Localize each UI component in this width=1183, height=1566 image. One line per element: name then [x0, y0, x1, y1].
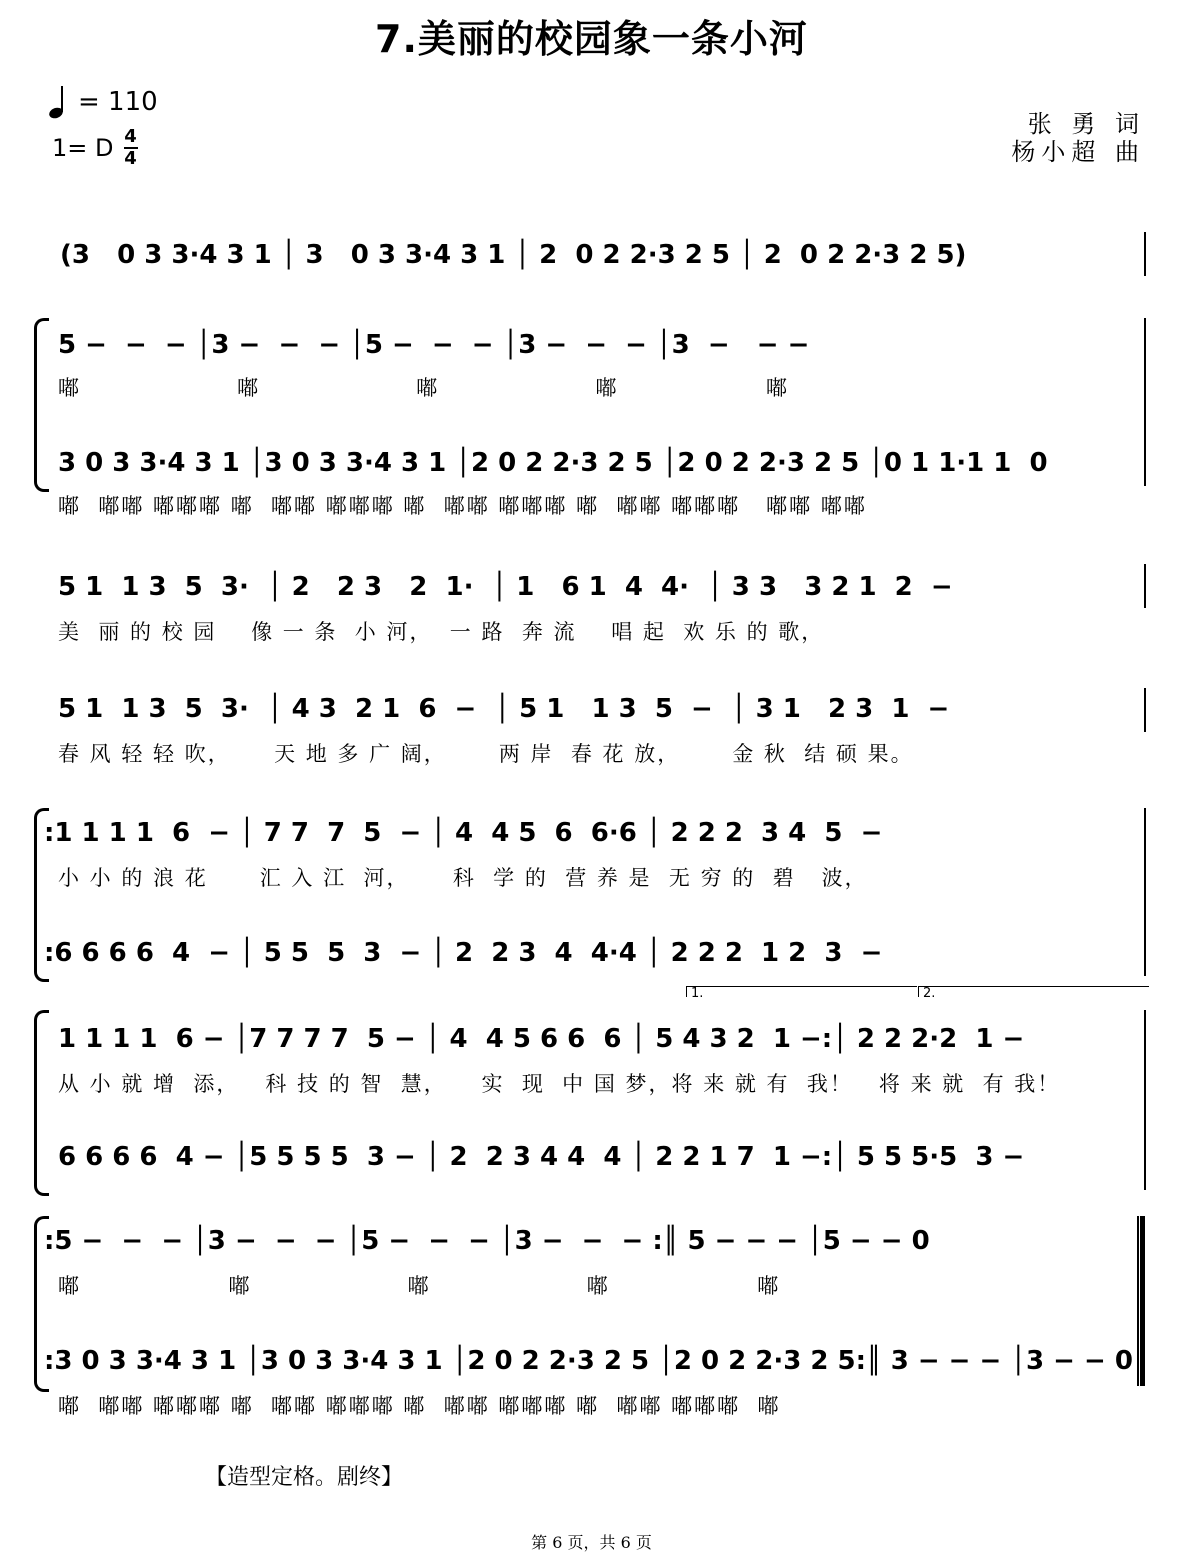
final-barline	[1137, 1216, 1145, 1386]
lyricist-credit: 张 勇 词	[1027, 110, 1145, 138]
system3-notes: 5 1 1 3 5 3· │ 4 3 2 1 6 − │ 5 1 1 3 5 − │ 3 1 2 3 1 −	[58, 694, 950, 724]
system6-upper-lyrics: 嘟 嘟 嘟 嘟 嘟	[58, 1274, 781, 1298]
system4-upper-notes: :1 1 1 1 6 − │ 7 7 7 5 − │ 4 4 5 6 6·6 │ 2 2 2 3 4 5 −	[44, 818, 883, 848]
tempo-marking	[48, 84, 158, 120]
system5-upper-notes: 1 1 1 1 6 − │7 7 7 7 5 − │ 4 4 5 6 6 6 │ 5 4 3 2 1 −:│ 2 2 2·2 1 −	[58, 1024, 1025, 1054]
barline	[1144, 232, 1146, 276]
system2-notes: 5 1 1 3 5 3· │ 2 2 3 2 1· │ 1 6 1 4 4· │ 3 3 3 2 1 2 −	[58, 572, 953, 602]
system2-lyrics: 美 丽 的 校 园 像 一 条 小 河， 一 路 奔 流 唱 起 欢 乐 的 歌，	[58, 620, 825, 644]
barline	[1144, 1010, 1146, 1190]
volta-first-ending: 1.	[686, 986, 917, 997]
time-signature-top: 4	[124, 126, 137, 147]
system5-upper-lyrics: 从 小 就 增 添， 科 技 的 智 慧， 实 现 中 国 梦，将 来 就 有 我！ 将 来 就 有 我！	[58, 1072, 1061, 1096]
time-signature	[124, 128, 138, 168]
system1-upper-notes: 5 − − − │3 − − − │5 − − − │3 − − − │3 − − −	[58, 330, 810, 360]
volta-second-ending: 2.	[918, 986, 1149, 997]
system6-lower-notes: :3 0 3 3·4 3 1 │3 0 3 3·4 3 1 │2 0 2 2·3 2 5 │2 0 2 2·3 2 5:║ 3 − − − │3 − − 0	[44, 1346, 1133, 1376]
system6-lower-lyrics: 嘟 嘟嘟 嘟嘟嘟 嘟 嘟嘟 嘟嘟嘟 嘟 嘟嘟 嘟嘟嘟 嘟 嘟嘟 嘟嘟嘟 嘟	[58, 1394, 781, 1418]
intro-notes: (3 0 3 3·4 3 1 │ 3 0 3 3·4 3 1 │ 2 0 2 2·3 2 5 │ 2 0 2 2·3 2 5)	[60, 240, 967, 270]
tempo-value: = 110	[78, 87, 158, 117]
system3-lyrics: 春 风 轻 轻 吹， 天 地 多 广 阔， 两 岸 春 花 放， 金 秋 结 硕 果。	[58, 742, 914, 766]
system6-upper-notes: :5 − − − │3 − − − │5 − − − │3 − − − :║ 5 − − − │5 − − 0	[44, 1226, 930, 1256]
barline	[1144, 318, 1146, 486]
system1-lower-lyrics: 嘟 嘟嘟 嘟嘟嘟 嘟 嘟嘟 嘟嘟嘟 嘟 嘟嘟 嘟嘟嘟 嘟 嘟嘟 嘟嘟嘟 嘟嘟 嘟嘟	[58, 494, 867, 518]
system4-upper-lyrics: 小 小 的 浪 花 汇 入 江 河， 科 学 的 营 养 是 无 穷 的 碧 波，	[58, 866, 868, 890]
quarter-note-icon	[48, 84, 70, 120]
system5-lower-notes: 6 6 6 6 4 − │5 5 5 5 3 − │ 2 2 3 4 4 4 │ 2 2 1 7 1 −:│ 5 5 5·5 3 −	[58, 1142, 1025, 1172]
system1-upper-lyrics: 嘟 嘟 嘟 嘟 嘟	[58, 376, 789, 400]
page-footer: 第 6 页，共 6 页	[531, 1533, 652, 1552]
time-signature-bottom: 4	[124, 148, 137, 169]
song-title: 7.美丽的校园象一条小河	[375, 17, 808, 61]
key-signature	[52, 128, 138, 168]
barline	[1144, 808, 1146, 976]
composer-credit: 杨小超 曲	[1011, 138, 1145, 166]
system4-lower-notes: :6 6 6 6 4 − │ 5 5 5 3 − │ 2 2 3 4 4·4 │ 2 2 2 1 2 3 −	[44, 938, 883, 968]
barline	[1144, 564, 1146, 608]
stage-direction: 【造型定格。剧终】	[205, 1465, 404, 1490]
barline	[1144, 688, 1146, 732]
system-brace	[34, 318, 49, 492]
system1-lower-notes: 3 0 3 3·4 3 1 │3 0 3 3·4 3 1 │2 0 2 2·3 2 5 │2 0 2 2·3 2 5 │0 1 1·1 1 0	[58, 448, 1048, 478]
key-text: 1= D	[52, 134, 114, 162]
system-brace	[34, 1010, 49, 1196]
